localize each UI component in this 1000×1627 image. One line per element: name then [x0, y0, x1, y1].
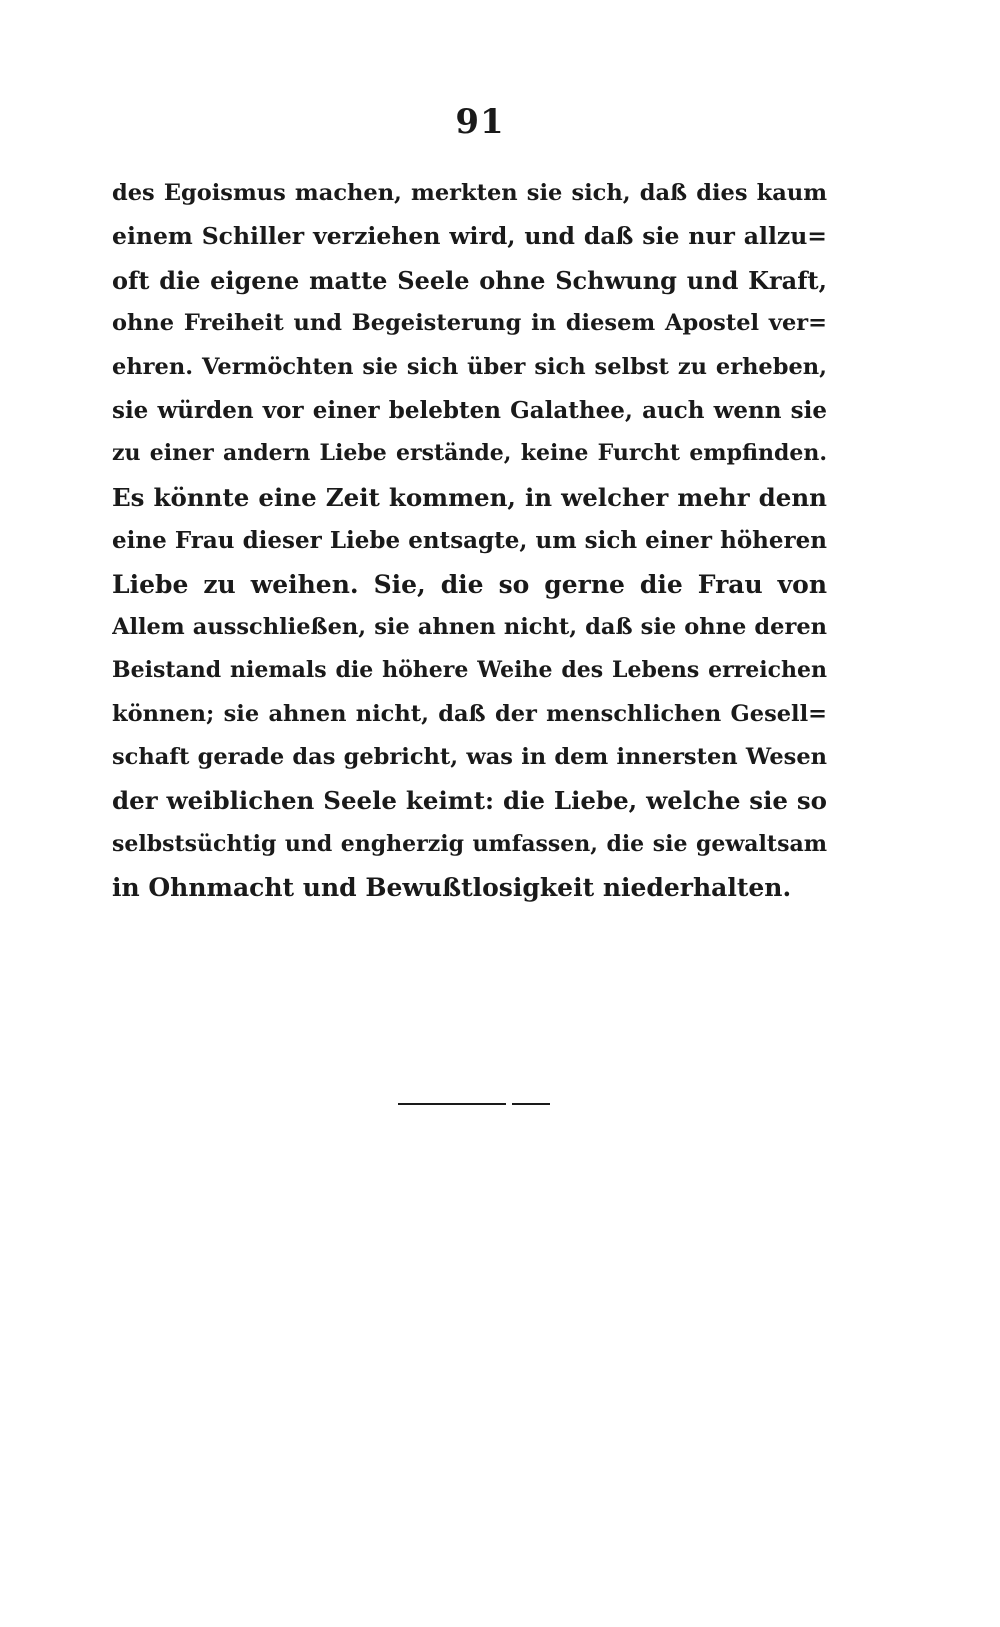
text-line-9: eine Frau dieser Liebe entsagte, um sich einer höheren — [112, 527, 827, 555]
text-line-15: der weiblichen Seele keimt: die Liebe, welche sie so — [112, 786, 827, 816]
section-divider — [398, 1103, 550, 1105]
text-line-10: Liebe zu weihen. Sie, die so gerne die Frau von — [112, 569, 827, 599]
text-line-3: oft die eigene matte Seele ohne Schwung und Kraft, — [112, 265, 827, 295]
body-text — [112, 172, 827, 910]
text-line-16: selbstsüchtig und engherzig umfassen, die sie gewaltsam — [112, 830, 827, 857]
text-line-6: sie würden vor einer belebten Galathee, auch wenn sie — [112, 396, 827, 424]
text-line-8: Es könnte eine Zeit kommen, in welcher mehr denn — [112, 482, 827, 512]
text-line-2: einem Schiller verziehen wird, und daß sie nur allzu= — [112, 222, 827, 251]
text-line-13: können; sie ahnen nicht, daß der menschlichen Gesell= — [112, 700, 827, 727]
text-line-1: des Egoismus machen, merkten sie sich, daß dies kaum — [112, 180, 827, 206]
text-line-17: in Ohnmacht und Bewußtlosigkeit niederhalten. — [112, 873, 792, 903]
text-line-14: schaft gerade das gebricht, was in dem innersten Wesen — [112, 744, 827, 771]
page-number: 91 — [455, 102, 505, 142]
text-line-11: Allem ausschließen, sie ahnen nicht, daß sie ohne deren — [112, 613, 827, 640]
divider-gap — [506, 1103, 512, 1105]
text-line-5: ehren. Vermöchten sie sich über sich selbst zu erheben, — [112, 353, 827, 380]
text-line-12: Beistand niemals die höhere Weihe des Lebens erreichen — [112, 657, 827, 684]
text-line-7: zu einer andern Liebe erstände, keine Furcht empfinden. — [112, 440, 827, 467]
text-line-4: ohne Freiheit und Begeisterung in diesem Apostel ver= — [112, 310, 827, 337]
